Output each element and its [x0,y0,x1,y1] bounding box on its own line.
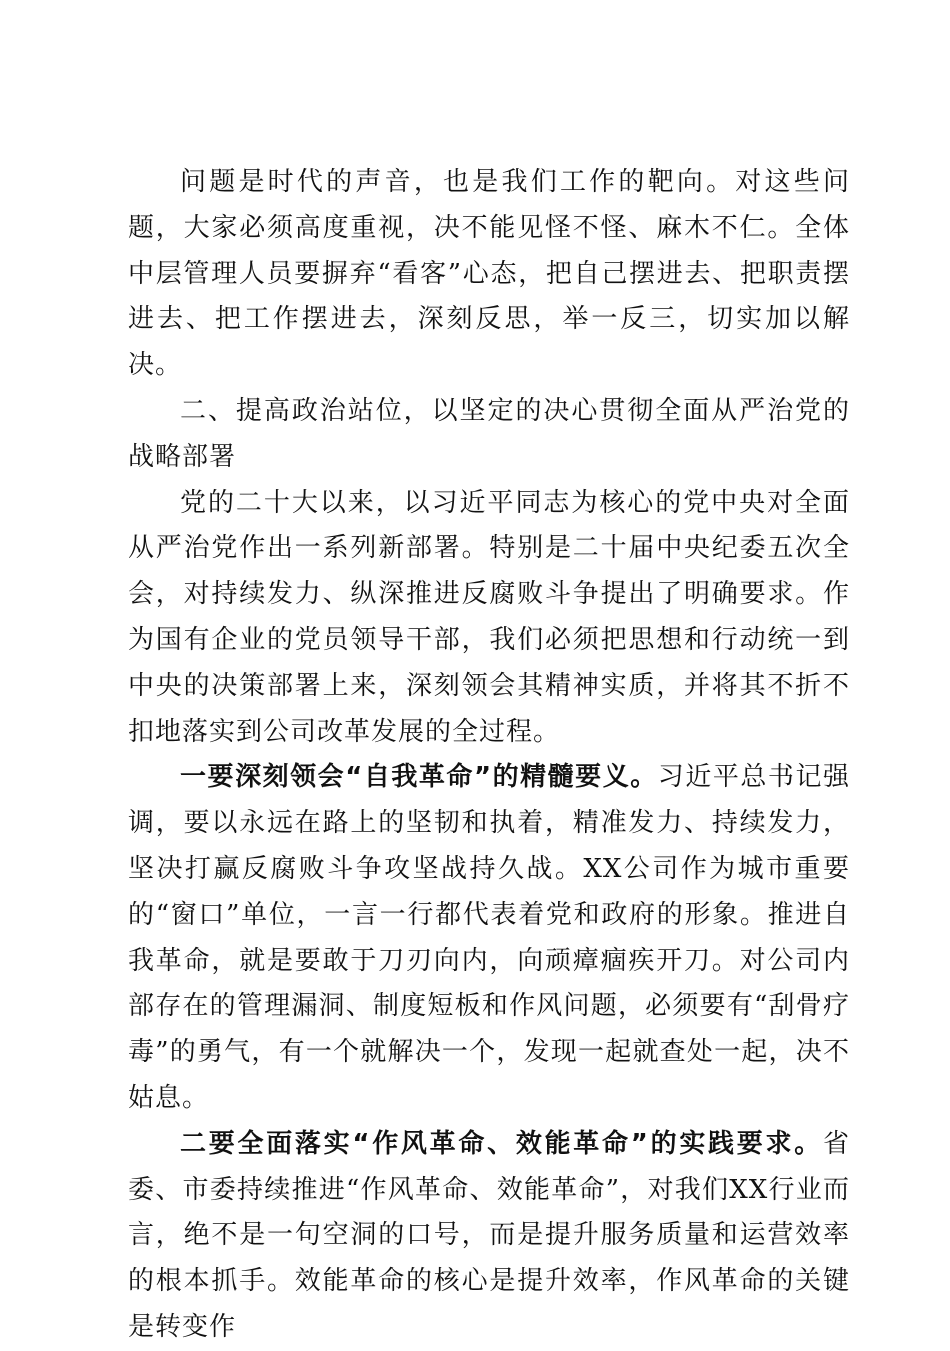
paragraph-party-deployment [128,481,850,756]
paragraph-text: 省委、市委持续推进“作风革命、效能革命”，对我们XX行业而言，绝不是一句空洞的口号，而是提升服务质量和运营效率的根本抓手。效能革命的核心是提升效率，作风革命的关键是转变作 [128,1128,850,1342]
paragraph-lead-bold: 一要深刻领会“自我革命”的精髓要义。 [180,762,658,793]
heading-text: 二、提高政治站位，以坚定的决心贯彻全面从严治党的战略部署 [128,395,850,472]
paragraph-lead-bold: 二要全面落实“作风革命、效能革命”的实践要求。 [180,1128,823,1159]
section-heading-two [128,389,850,481]
paragraph-problems [128,160,850,389]
paragraph-self-revolution [128,755,850,1121]
paragraph-text: 问题是时代的声音，也是我们工作的靶向。对这些问题，大家必须高度重视，决不能见怪不怪、麻木不仁。全体中层管理人员要摒弃“看客”心态，把自己摆进去、把职责摆进去、把工作摆进去，深刻反思，举一反三，切实加以解决。 [128,167,850,381]
paragraph-text: 习近平总书记强调，要以永远在路上的坚韧和执着，精准发力、持续发力，坚决打赢反腐败斗争攻坚战持久战。XX公司作为城市重要的“窗口”单位，一言一行都代表着党和政府的形象。推进自我革命，就是要敢于刀刃向内，向顽瘴痼疾开刀。对公司内部存在的管理漏洞、制度短板和作风问题，必须要有“刮骨疗毒”的勇气，有一个就解决一个，发现一起就查处一起，决不姑息。 [128,762,850,1113]
paragraph-work-style-revolution [128,1122,850,1351]
document-body [128,160,850,1351]
paragraph-text: 党的二十大以来，以习近平同志为核心的党中央对全面从严治党作出一系列新部署。特别是二十届中央纪委五次全会，对持续发力、纵深推进反腐败斗争提出了明确要求。作为国有企业的党员领导干部，我们必须把思想和行动统一到中央的决策部署上来，深刻领会其精神实质，并将其不折不扣地落实到公司改革发展的全过程。 [128,487,850,747]
